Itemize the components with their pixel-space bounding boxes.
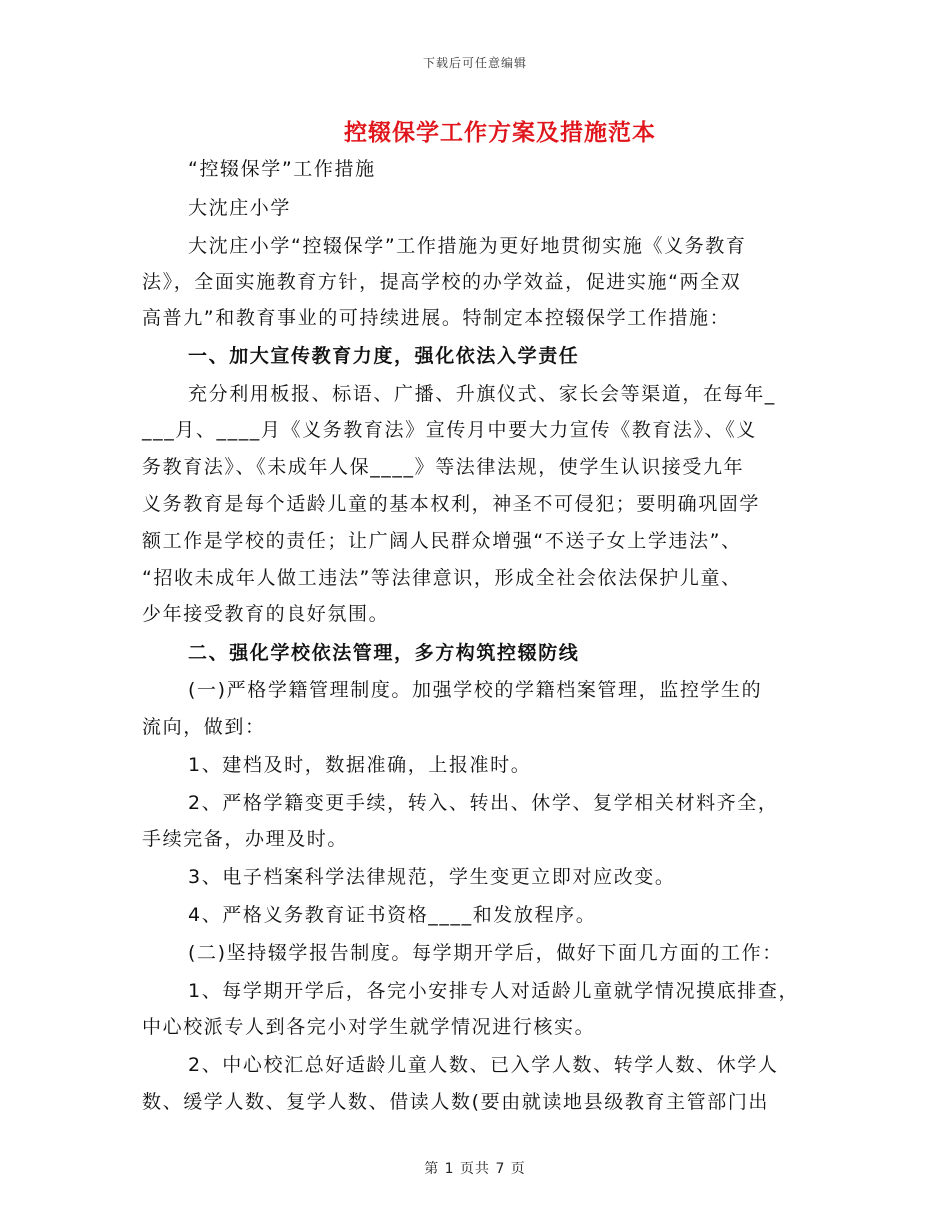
subsection1-paragraph-line: 流向，做到： [142,716,266,738]
list-item: 1、建档及时，数据准确，上报准时。 [188,754,532,776]
section1-paragraph-line: 少年接受教育的良好氛围。 [142,603,390,625]
section1-paragraph-line: “招收未成年人做工违法”等法律意识，形成全社会依法保护儿童、 [142,567,742,589]
section1-paragraph-line: ___月、____月《义务教育法》宣传月中要大力宣传《教育法》、《义 [142,419,757,441]
intro-paragraph-line: 法》，全面实施教育方针，提高学校的办学效益，促进实施“两全双 [142,271,742,293]
subsection2-paragraph-line: (二)坚持辍学报告制度。每学期开学后，做好下面几方面的工作： [188,942,783,964]
section1-paragraph-line: 充分利用板报、标语、广播、升旗仪式、家长会等渠道，在每年_ [188,383,776,405]
page-footer: 第 1 页共 7 页 [424,1161,526,1177]
subsection1-paragraph-line: (一)严格学籍管理制度。加强学校的学籍档案管理，监控学生的 [188,679,763,701]
list-item: 1、每学期开学后，各完小安排专人对适龄儿童就学情况摸底排查， [188,980,800,1002]
list-item: 4、严格义务教育证书资格____和发放程序。 [188,904,597,926]
section1-paragraph-line: 务教育法》、《未成年人保____》等法律法规，使学生认识接受九年 [142,456,745,478]
school-name-line: 大沈庄小学 [188,197,292,219]
section-heading-2: 二、强化学校依法管理，多方构筑控辍防线 [188,642,580,664]
section1-paragraph-line: 额工作是学校的责任；让广阔人民群众增强“不送子女上学违法”、 [142,530,742,552]
list-item-continuation: 手续完备，办理及时。 [142,828,349,850]
intro-paragraph-line: 大沈庄小学“控辍保学”工作措施为更好地贯彻实施《义务教育 [188,235,747,257]
header-note: 下载后可任意编辑 [422,56,527,70]
section-heading-1: 一、加大宣传教育力度，强化依法入学责任 [188,345,580,367]
subtitle-line: “控辍保学”工作措施 [188,158,376,180]
list-item: 2、严格学籍变更手续，转入、转出、休学、复学相关材料齐全， [188,792,779,814]
intro-paragraph-line: 高普九”和教育事业的可持续进展。特制定本控辍保学工作措施： [142,307,731,329]
document-title: 控辍保学工作方案及措施范本 [344,120,656,146]
list-item: 2、中心校汇总好适龄儿童人数、已入学人数、转学人数、休学人 [188,1054,779,1076]
list-item-continuation: 中心校派专人到各完小对学生就学情况进行核实。 [142,1016,596,1038]
section1-paragraph-line: 义务教育是每个适龄儿童的基本权利，神圣不可侵犯；要明确巩固学 [142,493,761,515]
list-item-continuation: 数、缓学人数、复学人数、借读人数(要由就读地县级教育主管部门出 [142,1091,770,1113]
list-item: 3、电子档案科学法律规范，学生变更立即对应改变。 [188,866,676,888]
